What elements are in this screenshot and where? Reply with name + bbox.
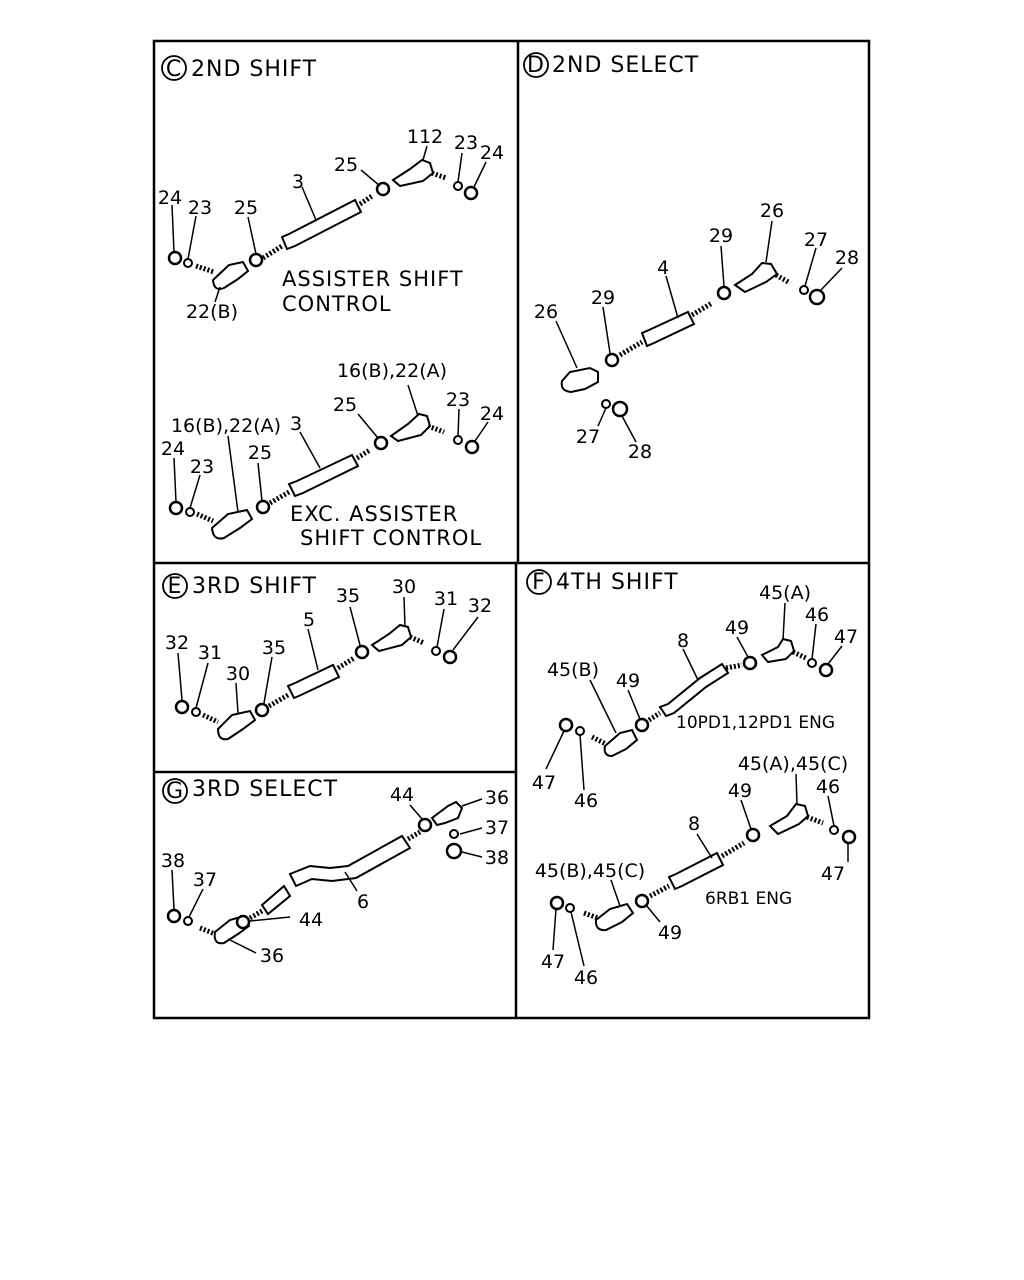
callout-23-lower-left: 23 bbox=[189, 456, 215, 478]
note-assister-shift: ASSISTER SHIFT bbox=[282, 267, 464, 291]
callout-44-left: 44 bbox=[298, 909, 324, 931]
callout-27-right: 27 bbox=[803, 229, 829, 251]
callout-45b-45c: 45(B),45(C) bbox=[534, 860, 646, 882]
section-g-3rd-select bbox=[161, 777, 509, 967]
callout-25-lower-left: 25 bbox=[247, 442, 273, 464]
rod-end-30-right bbox=[372, 625, 411, 651]
callout-32-right: 32 bbox=[467, 595, 493, 617]
callout-47-upper-left: 47 bbox=[531, 772, 557, 794]
nut-32-left bbox=[176, 701, 188, 713]
nut-47-upper-left bbox=[560, 719, 572, 731]
nut-24-lower-right bbox=[466, 441, 478, 453]
section-f-4th-shift bbox=[527, 570, 858, 989]
callout-31-right: 31 bbox=[433, 588, 459, 610]
callout-4: 4 bbox=[656, 257, 670, 279]
washer-23-lower-left bbox=[186, 508, 194, 516]
washer-46-upper-left bbox=[576, 727, 584, 735]
rod-6-sleeve bbox=[262, 886, 290, 914]
callout-35-left: 35 bbox=[261, 637, 287, 659]
callout-3-lower: 3 bbox=[289, 413, 303, 435]
callout-26-left: 26 bbox=[533, 301, 559, 323]
2nd-select-rod-assembly bbox=[534, 200, 859, 463]
callout-6: 6 bbox=[356, 891, 370, 913]
nut-47-lower-left bbox=[551, 897, 563, 909]
rod-8-straight bbox=[669, 853, 723, 889]
rod-3-lower bbox=[289, 455, 358, 496]
section-d-2nd-select bbox=[524, 53, 859, 463]
callout-28-left: 28 bbox=[627, 441, 653, 463]
callout-29-right: 29 bbox=[708, 225, 734, 247]
engine-note-10pd1-12pd1: 10PD1,12PD1 ENG bbox=[676, 713, 836, 733]
callout-45b: 45(B) bbox=[546, 659, 600, 681]
washer-27-left bbox=[602, 400, 610, 408]
rod-end-26-right bbox=[735, 263, 777, 292]
section-g-letter: G bbox=[165, 779, 185, 804]
callout-25: 25 bbox=[333, 154, 359, 176]
4th-shift-upper-assembly bbox=[532, 582, 858, 812]
rod-end-16b-22a-left bbox=[212, 510, 252, 539]
callout-25-left: 25 bbox=[233, 197, 259, 219]
nut-49-lower-right bbox=[747, 829, 759, 841]
section-e-3rd-shift bbox=[163, 574, 492, 739]
washer-31-left bbox=[192, 708, 200, 716]
nut-44-right bbox=[419, 819, 431, 831]
rod-6-bent bbox=[290, 836, 410, 886]
washer-46-lower-right bbox=[830, 826, 838, 834]
rod-end-45b bbox=[605, 730, 637, 756]
nut-25 bbox=[250, 254, 262, 266]
3rd-select-rod-assembly bbox=[161, 784, 509, 967]
callout-47-upper-right: 47 bbox=[833, 626, 859, 648]
washer-23-lower-right bbox=[454, 436, 462, 444]
section-e-letter: E bbox=[167, 574, 183, 599]
callout-36-left: 36 bbox=[259, 945, 285, 967]
callout-30-right: 30 bbox=[391, 576, 417, 598]
callout-35-right: 35 bbox=[335, 585, 361, 607]
section-e-title: 3RD SHIFT bbox=[192, 574, 317, 599]
washer-37-left bbox=[184, 917, 192, 925]
callout-22b: 22(B) bbox=[185, 301, 239, 323]
callout-49-upper-left: 49 bbox=[615, 670, 641, 692]
nut-24 bbox=[169, 252, 181, 264]
callout-38-right: 38 bbox=[484, 847, 510, 869]
callout-5: 5 bbox=[302, 609, 316, 631]
washer-23 bbox=[184, 259, 192, 267]
nut-47-upper-right bbox=[820, 664, 832, 676]
callout-36-right: 36 bbox=[484, 787, 510, 809]
note-control: CONTROL bbox=[282, 292, 392, 316]
callout-44-right: 44 bbox=[389, 784, 415, 806]
callout-24-lower-left: 24 bbox=[160, 438, 186, 460]
callout-46-lower-left: 46 bbox=[573, 967, 599, 989]
nut-49-upper-right bbox=[744, 657, 756, 669]
rod-end-45b-45c bbox=[596, 904, 633, 930]
nut-24-upper bbox=[465, 187, 477, 199]
callout-46-upper-right: 46 bbox=[804, 604, 830, 626]
rod-end-22b bbox=[213, 262, 248, 289]
rod-end-16b-22a-right bbox=[391, 414, 430, 441]
rod-end-45a bbox=[762, 639, 794, 662]
nut-44-left bbox=[237, 916, 249, 928]
section-c-2nd-shift bbox=[158, 56, 504, 550]
nut-35-left bbox=[256, 704, 268, 716]
callout-23-lower-right: 23 bbox=[445, 389, 471, 411]
section-f-letter: F bbox=[532, 570, 546, 595]
nut-28-left bbox=[613, 402, 627, 416]
callout-8-lower: 8 bbox=[687, 813, 701, 835]
callout-3: 3 bbox=[291, 171, 305, 193]
callout-26-right: 26 bbox=[759, 200, 785, 222]
callout-37-right: 37 bbox=[484, 817, 510, 839]
callout-46-upper-left: 46 bbox=[573, 790, 599, 812]
washer-31-right bbox=[432, 647, 440, 655]
callout-45a-45c: 45(A),45(C) bbox=[737, 753, 849, 775]
callout-27-left: 27 bbox=[575, 426, 601, 448]
section-f-title: 4TH SHIFT bbox=[556, 570, 679, 595]
nut-32-right bbox=[444, 651, 456, 663]
washer-46-lower-left bbox=[566, 904, 574, 912]
callout-16b-22a-right: 16(B),22(A) bbox=[336, 360, 448, 382]
nut-25-lower-left bbox=[257, 501, 269, 513]
section-d-title: 2ND SELECT bbox=[552, 53, 700, 78]
nut-38-right bbox=[447, 844, 461, 858]
callout-49-lower-left: 49 bbox=[657, 922, 683, 944]
callout-49-lower-right: 49 bbox=[727, 780, 753, 802]
washer-46-upper-right bbox=[808, 659, 816, 667]
rod-5 bbox=[288, 665, 339, 698]
section-g-title: 3RD SELECT bbox=[192, 777, 339, 802]
section-c-title: 2ND SHIFT bbox=[191, 57, 318, 82]
rod-4 bbox=[642, 312, 694, 346]
section-d-letter: D bbox=[527, 53, 545, 78]
nut-47-lower-right bbox=[843, 831, 855, 843]
callout-23-left: 23 bbox=[187, 197, 213, 219]
callout-24-lower-right: 24 bbox=[479, 403, 505, 425]
washer-37-right bbox=[450, 830, 458, 838]
callout-8-upper: 8 bbox=[676, 630, 690, 652]
nut-25-lower-right bbox=[375, 437, 387, 449]
rod-end-26-left bbox=[562, 368, 598, 392]
3rd-shift-rod-assembly bbox=[165, 576, 492, 739]
engine-note-6rb1: 6RB1 ENG bbox=[705, 889, 793, 909]
callout-32-left: 32 bbox=[164, 632, 190, 654]
rod-end-36-right bbox=[432, 802, 462, 825]
4th-shift-lower-assembly bbox=[535, 753, 855, 989]
callout-24: 24 bbox=[479, 142, 505, 164]
callout-25-lower-right: 25 bbox=[332, 394, 358, 416]
section-c-letter: C bbox=[165, 57, 183, 82]
nut-28-right bbox=[810, 290, 824, 304]
nut-38-left bbox=[168, 910, 180, 922]
note-exc-assister: EXC. ASSISTER bbox=[290, 502, 459, 526]
nut-35-right bbox=[356, 646, 368, 658]
callout-47-lower-right: 47 bbox=[820, 863, 846, 885]
callout-45a: 45(A) bbox=[759, 582, 811, 604]
callout-112: 112 bbox=[406, 126, 444, 148]
callout-16b-22a-left: 16(B),22(A) bbox=[170, 415, 282, 437]
nut-24-lower-left bbox=[170, 502, 182, 514]
callout-49-upper-right: 49 bbox=[724, 617, 750, 639]
callout-28-right: 28 bbox=[834, 247, 860, 269]
rod-end-45a-45c bbox=[770, 804, 808, 834]
note-shift-control: SHIFT CONTROL bbox=[300, 526, 483, 550]
callout-24-left: 24 bbox=[157, 187, 183, 209]
washer-27-right bbox=[800, 286, 808, 294]
callout-31-left: 31 bbox=[197, 642, 223, 664]
callout-29-left: 29 bbox=[590, 287, 616, 309]
callout-37-left: 37 bbox=[192, 869, 218, 891]
nut-29-right bbox=[718, 287, 730, 299]
nut-29-left bbox=[606, 354, 618, 366]
rod-end-30-left bbox=[218, 711, 255, 739]
rod-end-112 bbox=[393, 160, 433, 186]
callout-47-lower-left: 47 bbox=[540, 951, 566, 973]
rod-3 bbox=[282, 200, 361, 249]
callout-38-left: 38 bbox=[160, 850, 186, 872]
washer-23-upper bbox=[454, 182, 462, 190]
diagram-frame bbox=[154, 41, 869, 1018]
nut-49-upper-left bbox=[636, 719, 648, 731]
callout-46-lower-right: 46 bbox=[815, 776, 841, 798]
callout-30-left: 30 bbox=[225, 663, 251, 685]
callout-23: 23 bbox=[453, 132, 479, 154]
